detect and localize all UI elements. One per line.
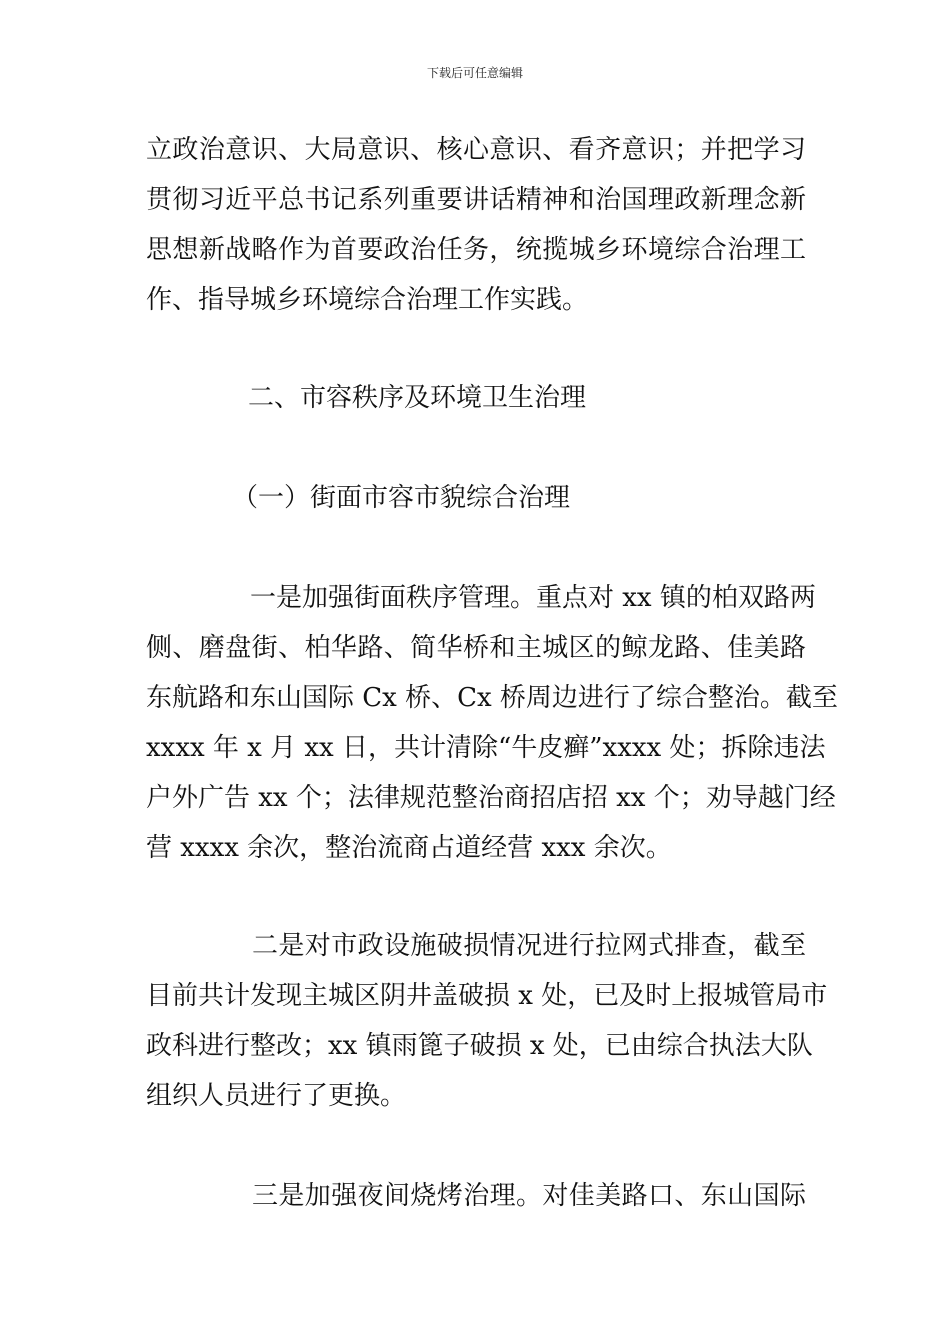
paragraph-line: 东航路和东山国际 Cx 桥、Cx 桥周边进行了综合整治。截至: [146, 683, 838, 713]
paragraph-line: 一是加强街面秩序管理。重点对 xx 镇的柏双路两: [250, 583, 816, 613]
paragraph-line: 组织人员进行了更换。: [146, 1081, 407, 1111]
page-header-note: 下载后可任意编辑: [426, 66, 523, 80]
subsection-heading: （一）街面市容市貌综合治理: [232, 483, 571, 513]
paragraph-line: 贯彻习近平总书记系列重要讲话精神和治国理政新理念新: [146, 185, 806, 215]
paragraph-line: 三是加强夜间烧烤治理。对佳美路口、东山国际: [252, 1181, 806, 1211]
paragraph-line: 立政治意识、大局意识、核心意识、看齐意识；并把学习: [146, 135, 806, 165]
paragraph-line: 思想新战略作为首要政治任务，统揽城乡环境综合治理工: [146, 235, 806, 265]
paragraph-line: xxxx 年 x 月 xx 日，共计清除“牛皮癣”xxxx 处；拆除违法: [146, 733, 826, 763]
paragraph-line: 二是对市政设施破损情况进行拉网式排查，截至: [252, 931, 806, 961]
paragraph-line: 政科进行整改；xx 镇雨篦子破损 x 处，已由综合执法大队: [146, 1031, 813, 1061]
paragraph-line: 作、指导城乡环境综合治理工作实践。: [146, 285, 589, 315]
paragraph-line: 营 xxxx 余次，整治流商占道经营 xxx 余次。: [146, 833, 672, 863]
paragraph-line: 户外广告 xx 个；法律规范整治商招店招 xx 个；劝导越门经: [146, 783, 836, 813]
section-heading: 二、市容秩序及环境卫生治理: [248, 383, 587, 413]
paragraph-line: 目前共计发现主城区阴井盖破损 x 处，已及时上报城管局市: [146, 981, 828, 1011]
paragraph-line: 侧、磨盘街、柏华路、简华桥和主城区的鲸龙路、佳美路: [146, 633, 806, 663]
